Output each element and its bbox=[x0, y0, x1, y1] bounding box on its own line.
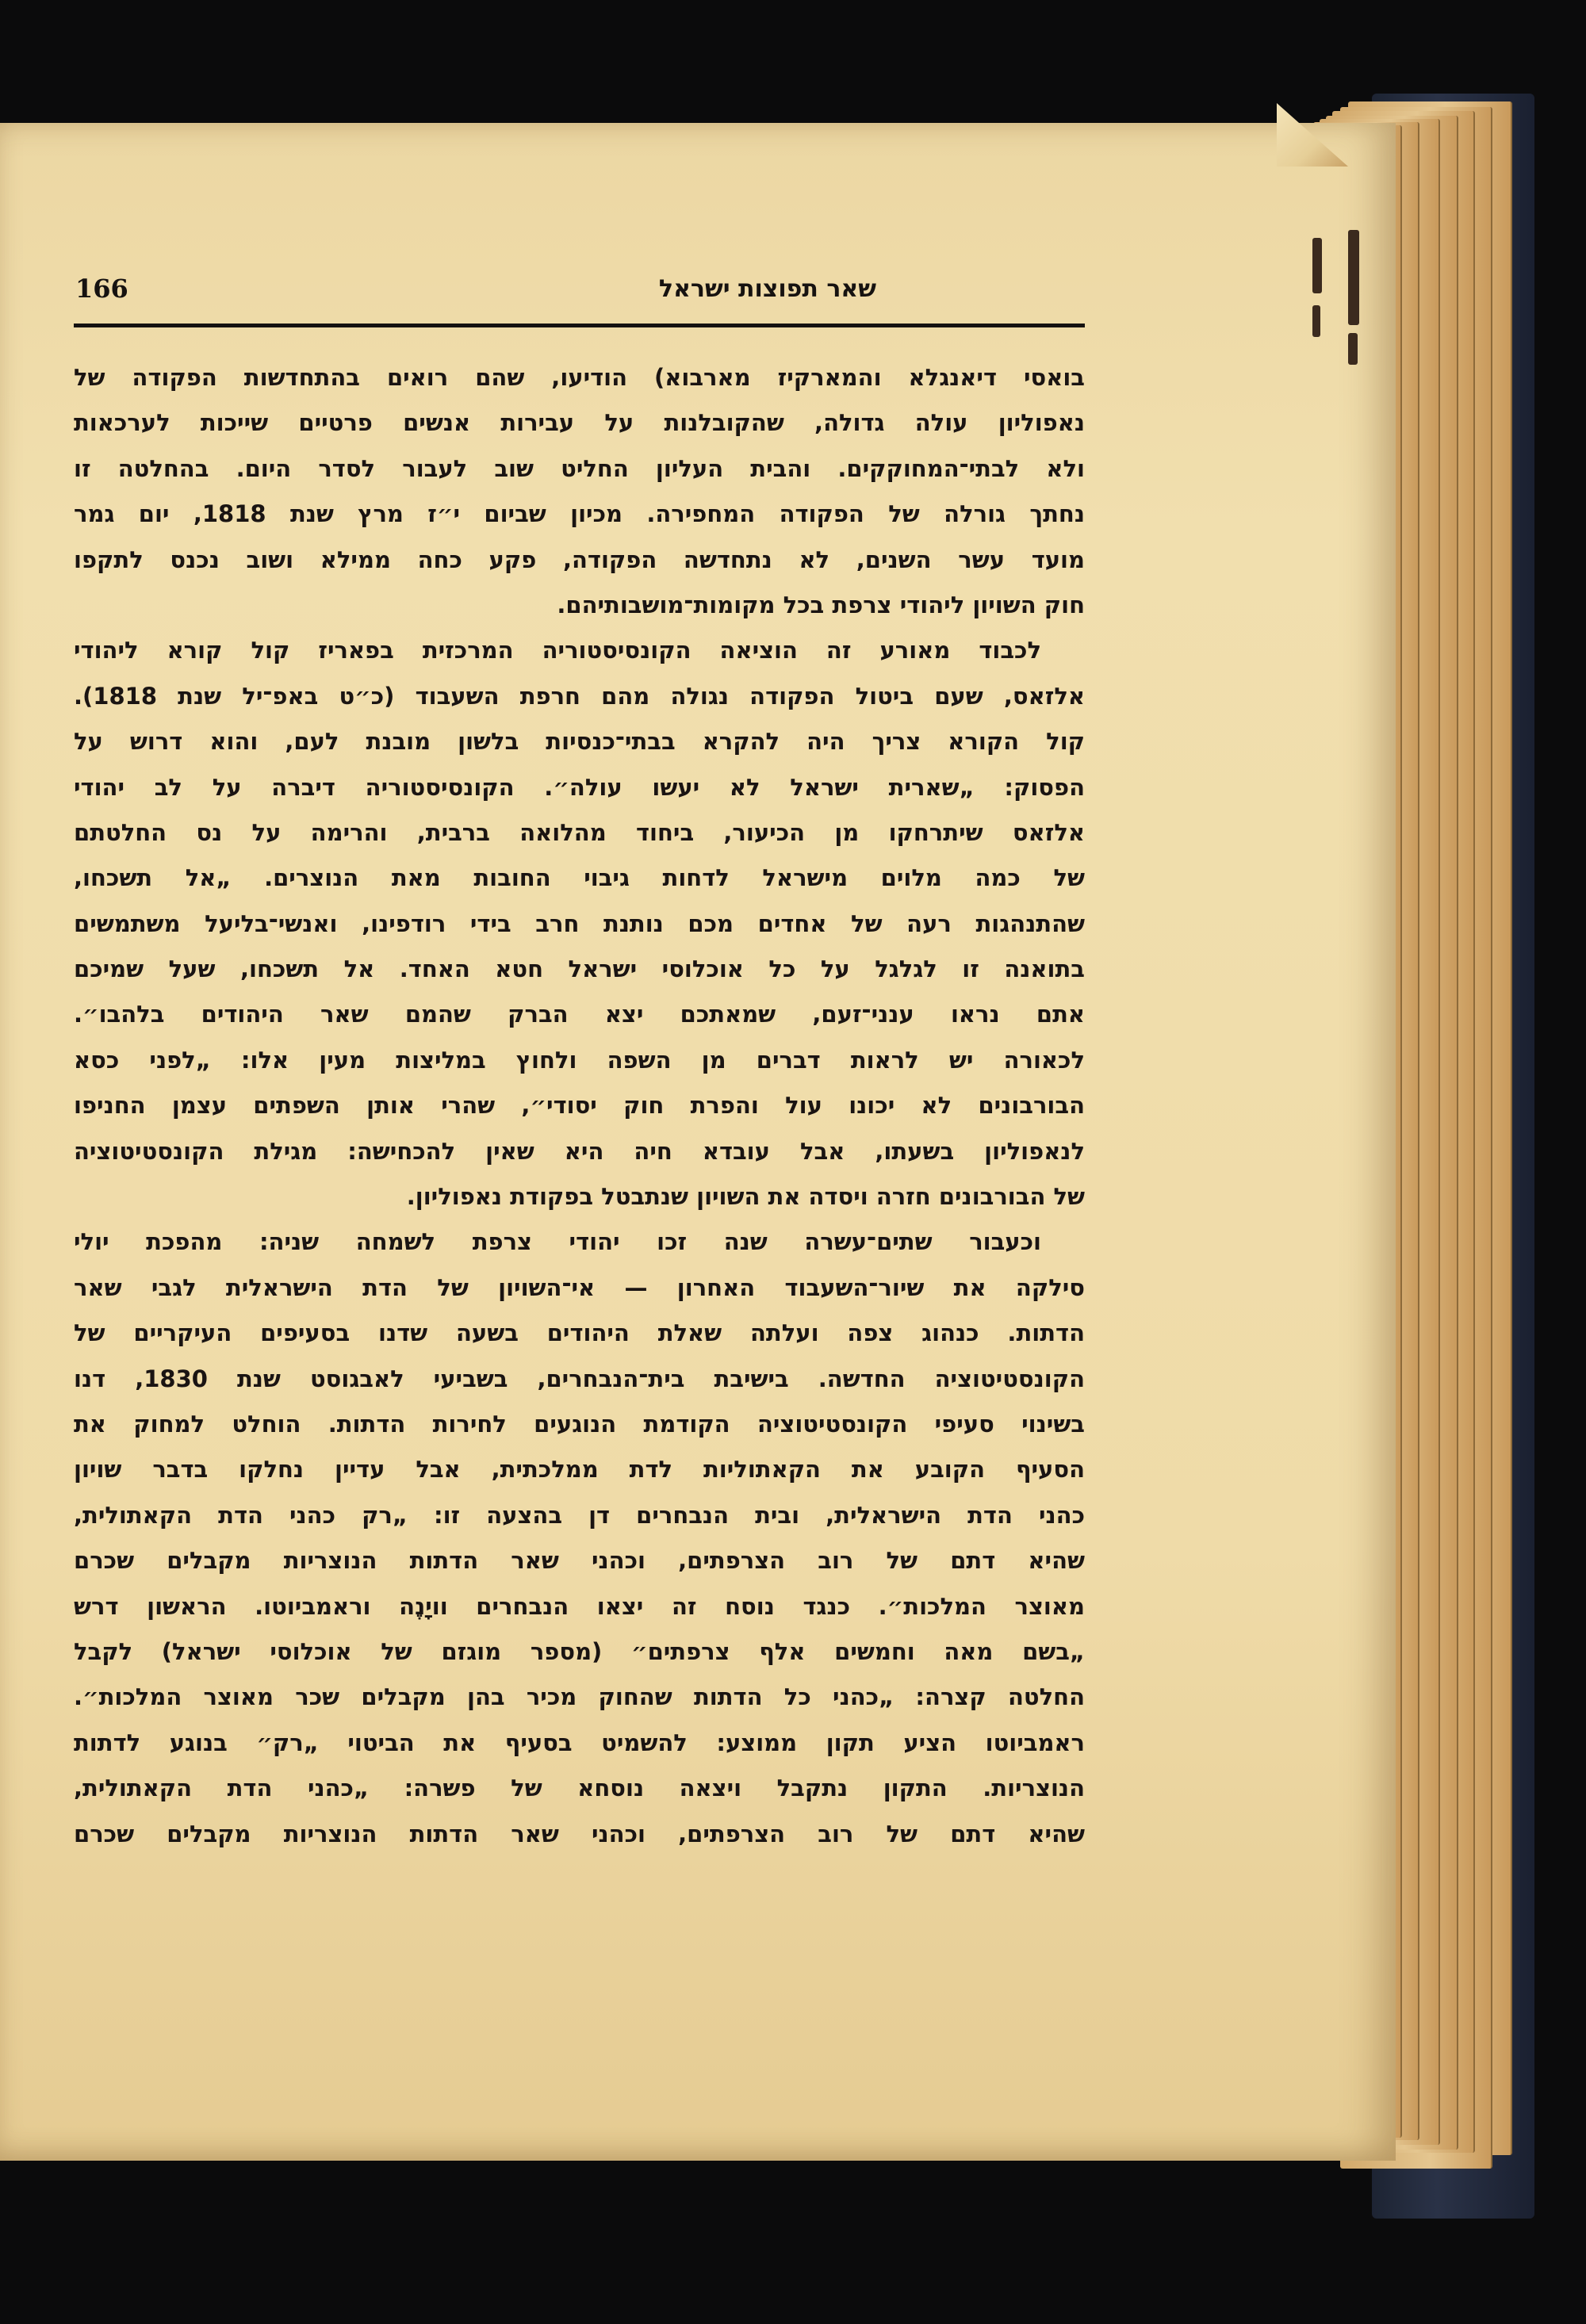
text-line: סילקה את שיור־השעבוד האחרון — אי־השויון של הדת הישראלית לגבי שאר bbox=[74, 1273, 1085, 1301]
text-line: מאוצר המלכות״. כנגד נוסח זה יצאו הנבחרים וויָנֶה וראמביוטו. הראשון דרש bbox=[74, 1592, 1085, 1620]
text-line: קול הקורא צריך היה להקרא בבתי־כנסיות בלשון מובנת לעם, והוא דרוש על bbox=[74, 728, 1085, 756]
text-line: לכאורה יש לראות דברים מן השפה ולחוץ במליצות מעין אלו: „לפני כסא bbox=[74, 1046, 1085, 1074]
ink-bleed-mark bbox=[1312, 238, 1322, 293]
text-line: אלזאס שיתרחקו מן הכיעור, ביחוד מהלואה ברבית, והרימה על נס החלטתם bbox=[74, 818, 1085, 846]
text-line: שהיא דתם של רוב הצרפתים, וכהני שאר הדתות הנוצריות מקבלים שכרם bbox=[74, 1547, 1085, 1575]
text-line: של הבורבונים חזרה ויסדה את השויון שנתבטל בפקודת נאפוליון. bbox=[406, 1183, 1085, 1211]
text-line: החלטה קצרה: „כהני כל הדתות שהחוק מכיר בהן מקבלים שכר מאוצר המלכות״. bbox=[74, 1683, 1085, 1711]
text-line: אלזאס, שעם ביטול הפקודה נגולה מהם חרפת השעבוד (כ״ט באפ־יל שנת 1818). bbox=[74, 682, 1085, 710]
text-line: וכעבור שתים־עשרה שנה זכו יהודי צרפת לשמחה שניה: מהפכת יולי bbox=[74, 1228, 1041, 1256]
header-rule bbox=[74, 324, 1085, 327]
text-line: אתם נראו ענני־זעם, שמאתכם יצא הברק שהמם שאר היהודים בלהבו״. bbox=[74, 1001, 1085, 1028]
text-line: של כמה מלוים מישראל לדחות גיבוי החובות מאת הנוצרים. „אל תשכחו, bbox=[74, 864, 1085, 892]
text-line: נחתך גורלה של הפקודה המחפירה. מכיון שביום י״ז מרץ שנת 1818, יום גמר bbox=[74, 500, 1085, 528]
running-head bbox=[75, 274, 1082, 313]
text-line: לכבוד מאורע זה הוציאה הקונסיסטוריה המרכזית בפאריז קול קורא ליהודי bbox=[74, 637, 1041, 664]
text-line: ראמביוטו הציע תקון ממוצע: להשמיט בסעיף את הביטוי „רק״ בנוגע לדתות bbox=[74, 1729, 1085, 1756]
text-line: שהיא דתם של רוב הצרפתים, וכהני שאר הדתות הנוצריות מקבלים שכרם bbox=[74, 1820, 1085, 1847]
text-line: כהני הדת הישראלית, ובית הנבחרים דן בהצעה זו: „רק כהני הדת הקאתולית, bbox=[74, 1501, 1085, 1529]
text-line: בואסי דיאנגלא והמארקיז מארבוא) הודיעו, שהם רואים בהתחדשות הפקודה של bbox=[74, 364, 1085, 391]
text-line: בתואנה זו לגלגל על כל אוכלוסי ישראל חטא האחד. אל תשכחו, שעל שמיכם bbox=[74, 955, 1085, 983]
text-line: הסעיף הקובע את הקאתוליות לדת ממלכתית, אבל עדיין נחלקו בדבר שויון bbox=[74, 1456, 1085, 1484]
text-line: הנוצריות. התקון נתקבל ויצאה נוסחא של פשרה: „כהני הדת הקאתולית, bbox=[74, 1775, 1085, 1802]
ink-bleed-mark bbox=[1348, 333, 1358, 365]
running-title: שאר תפוצות ישראל bbox=[658, 275, 876, 303]
text-line: ולא לבתי־המחוקקים. והבית העליון החליט שוב לעבור לסדר היום. בהחלטה זו bbox=[74, 454, 1085, 482]
text-line: הבורבונים לא יכונו עול והפרת חוק יסודי״, שהרי אותן השפתים עצמן החניפו bbox=[74, 1092, 1085, 1120]
text-line: הדתות. כנהוג צפה ועלתה שאלת היהודים בשעה שדנו בסעיפים העיקריים של bbox=[74, 1319, 1085, 1347]
text-line: לנאפוליון בשעתו, אבל עובדא חיה היא שאין להכחישה: מגילת הקונסטיטוציה bbox=[74, 1137, 1085, 1165]
text-line: מועד עשר השנים, לא נתחדשה הפקודה, פקע כחה ממילא ושוב נכנס לתקפו bbox=[74, 546, 1085, 573]
page-number: 166 bbox=[75, 274, 128, 304]
text-line: „בשם מאה וחמשים אלף צרפתים״ (מספר מוגזם של אוכלוסי ישראל) לקבל bbox=[74, 1637, 1085, 1665]
text-line: הקונסטיטוציה החדשה. בישיבת בית־הנבחרים, בשביעי לאבגוסט שנת 1830, דנו bbox=[74, 1365, 1085, 1392]
ink-bleed-mark bbox=[1312, 305, 1320, 337]
text-line: הפסוק: „שארית ישראל לא יעשו עולה״. הקונסיסטוריה דיברה על לב יהודי bbox=[74, 773, 1085, 801]
body-text bbox=[74, 355, 1085, 1857]
text-line: בשינוי סעיפי הקונסטיטוציה הקודמת הנוגעים לחירות הדתות. הוחלט למחוק את bbox=[74, 1410, 1085, 1438]
text-line: שהתנהגות רעה של אחדים מכם נותנת חרב בידי רודפינו, ואנשי־בליעל משתמשים bbox=[74, 909, 1085, 937]
text-line: נאפוליון עולה גדולה, שהקובלנות על עבירות אנשים פרטיים שייכות לערכאות bbox=[74, 409, 1085, 437]
ink-bleed-mark bbox=[1348, 230, 1359, 325]
text-line: חוק השויון ליהודי צרפת בכל מקומות־מושבותיהם. bbox=[557, 591, 1085, 618]
